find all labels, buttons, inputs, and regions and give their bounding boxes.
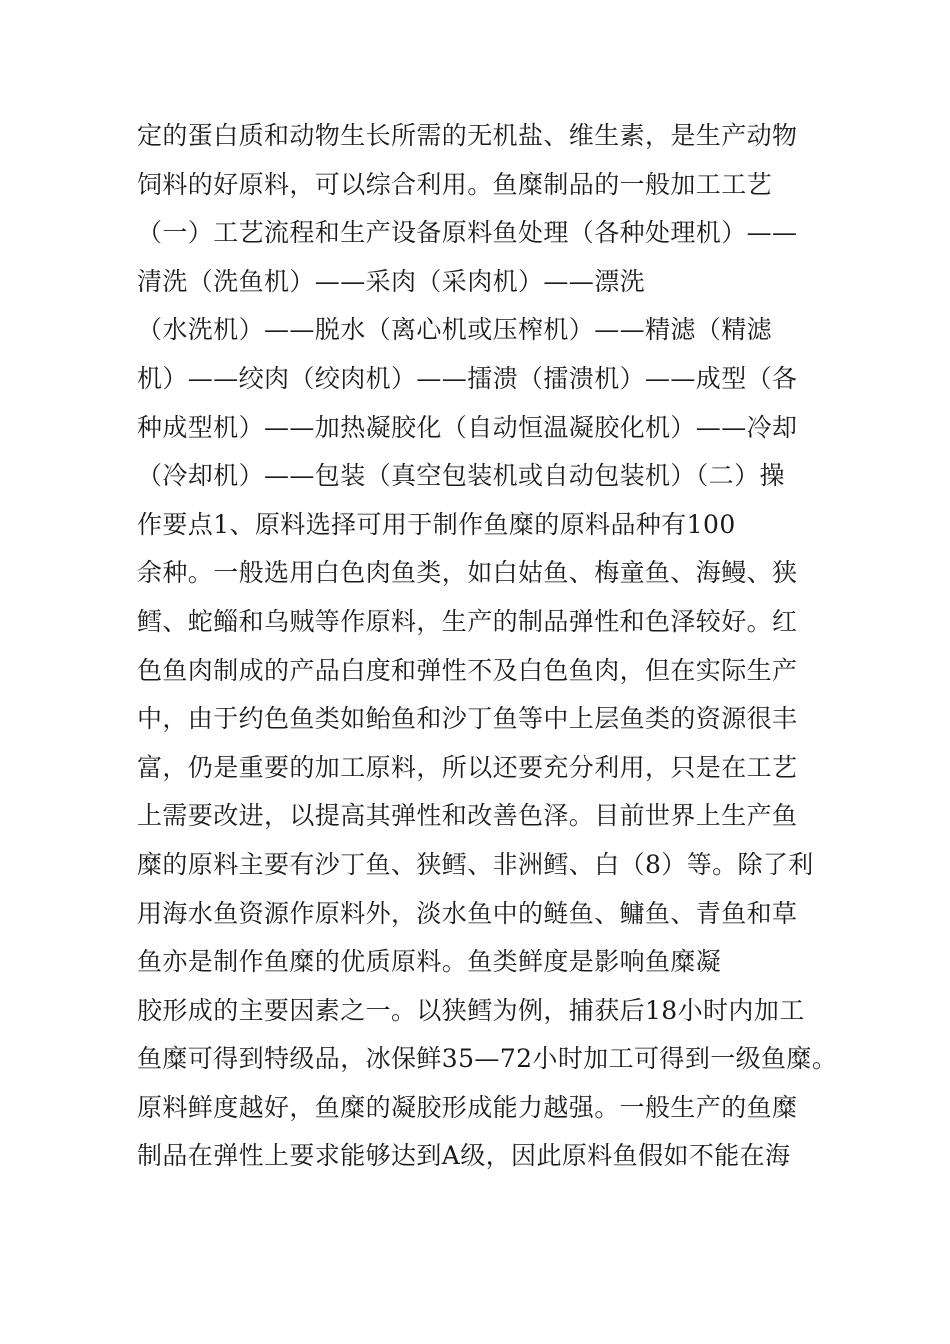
text-line: 用海水鱼资源作原料外，淡水鱼中的鲢鱼、鳙鱼、青鱼和草 xyxy=(137,898,798,928)
text-line: 中，由于约色鱼类如鲐鱼和沙丁鱼等中上层鱼类的资源很丰 xyxy=(137,704,798,734)
text-line: （水洗机）——脱水（离心机或压榨机）——精滤（精滤 xyxy=(137,315,773,345)
text-line: 色鱼肉制成的产品白度和弹性不及白色鱼肉，但在实际生产 xyxy=(137,655,798,685)
text-line: 胶形成的主要因素之一。以狭鳕为例，捕获后18小时内加工 xyxy=(137,995,805,1025)
text-line: 鱼亦是制作鱼糜的优质原料。鱼类鲜度是影响鱼糜凝 xyxy=(137,947,722,977)
text-line: 鱼糜可得到特级品，冰保鲜35—72小时加工可得到一级鱼糜。 xyxy=(137,1044,838,1074)
text-line: 上需要改进，以提高其弹性和改善色泽。目前世界上生产鱼 xyxy=(137,801,798,831)
text-line: 机）——绞肉（绞肉机）——擂溃（擂溃机）——成型（各 xyxy=(137,363,798,393)
text-line: 清洗（洗鱼机）——采肉（采肉机）——漂洗 xyxy=(137,266,646,296)
text-line: 富，仍是重要的加工原料，所以还要充分利用，只是在工艺 xyxy=(137,752,798,782)
text-line: 余种。一般选用白色肉鱼类，如白姑鱼、梅童鱼、海鳗、狭 xyxy=(137,558,798,588)
text-line: 作要点1、原料选择可用于制作鱼糜的原料品种有100 xyxy=(137,509,736,539)
text-line: 鳕、蛇鲻和乌贼等作原料，生产的制品弹性和色泽较好。红 xyxy=(137,606,798,636)
text-line: 原料鲜度越好，鱼糜的凝胶形成能力越强。一般生产的鱼糜 xyxy=(137,1092,798,1122)
text-line: （冷却机）——包装（真空包装机或自动包装机）（二）操 xyxy=(137,461,785,491)
body-text xyxy=(137,112,837,1181)
text-line: 糜的原料主要有沙丁鱼、狭鳕、非洲鳕、白（8）等。除了利 xyxy=(137,849,814,879)
text-line: 种成型机）——加热凝胶化（自动恒温凝胶化机）——冷却 xyxy=(137,412,798,442)
text-line: 定的蛋白质和动物生长所需的无机盐、维生素，是生产动物 xyxy=(137,121,798,150)
text-line: （一）工艺流程和生产设备原料鱼处理（各种处理机）—— xyxy=(137,218,798,248)
text-line: 饲料的好原料，可以综合利用。鱼糜制品的一般加工工艺 xyxy=(137,169,773,199)
text-line: 制品在弹性上要求能够达到A级，因此原料鱼假如不能在海 xyxy=(137,1141,791,1171)
